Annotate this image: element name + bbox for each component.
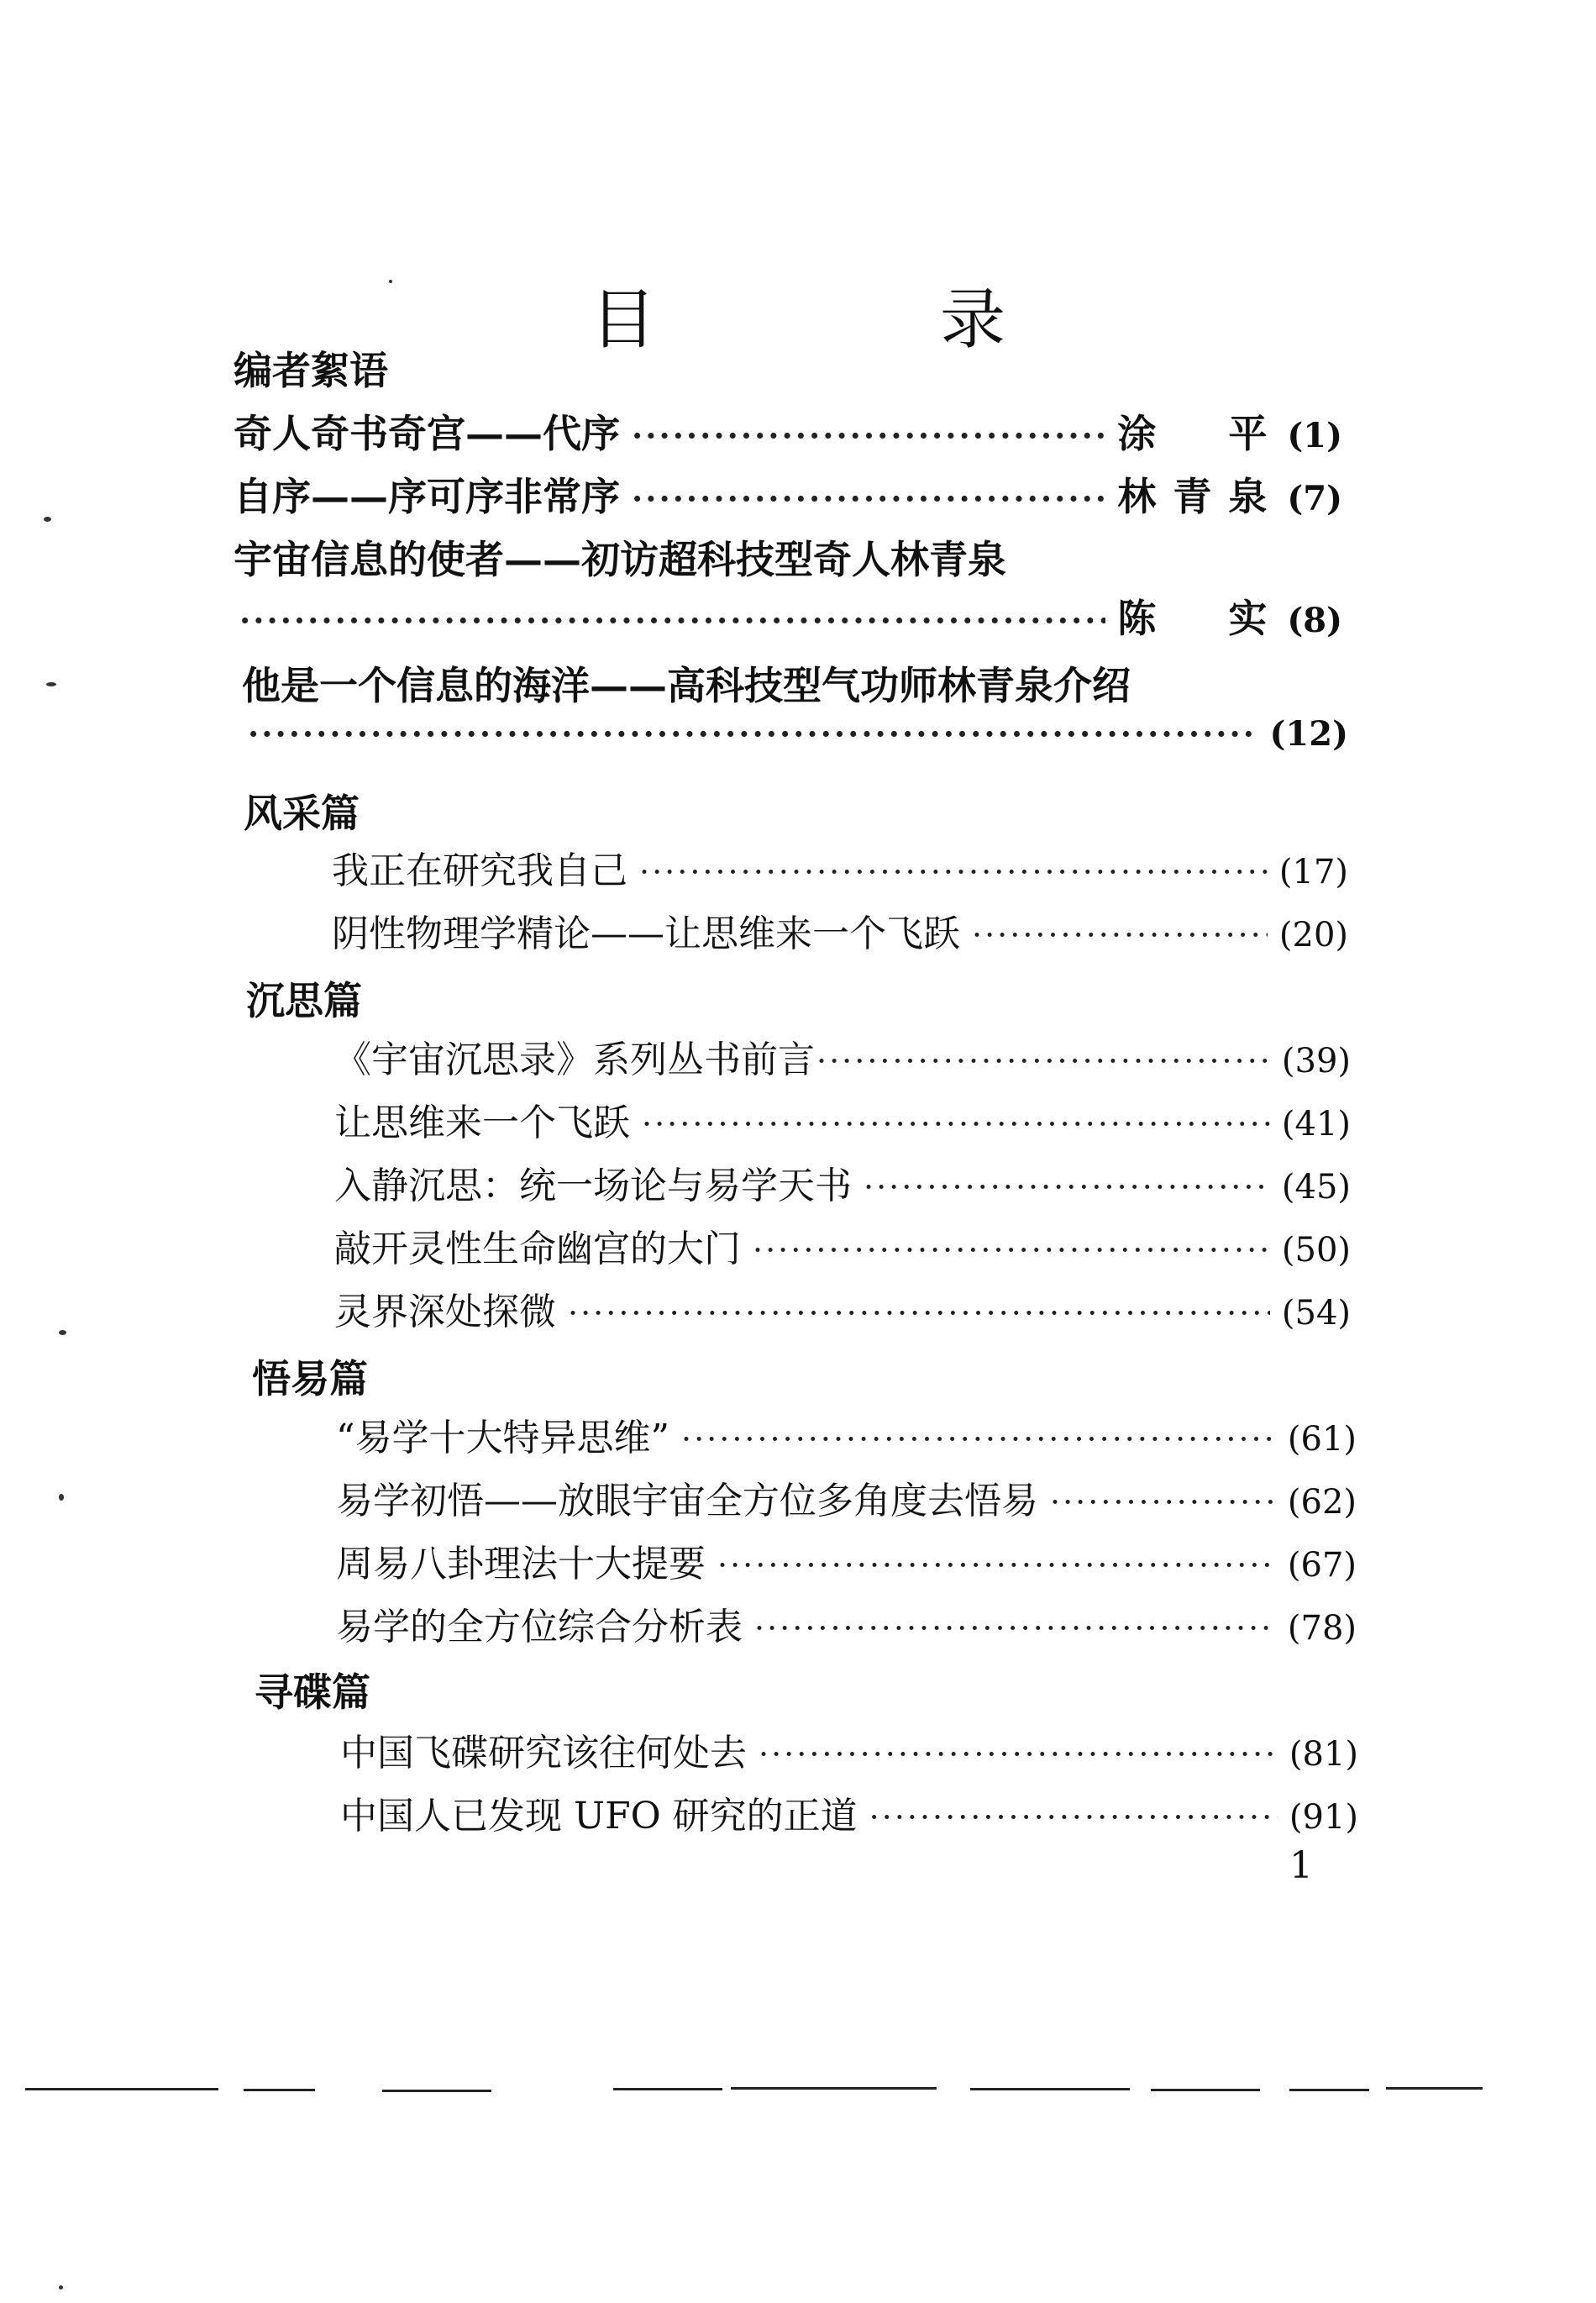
toc-entry-text: 宇宙信息的使者——初访超科技型奇人林青泉: [234, 537, 1006, 582]
toc-item-text: 《宇宙沉思录》系列丛书前言: [334, 1038, 815, 1081]
section-heading: 悟易篇: [252, 1356, 368, 1401]
scan-rule: [970, 2088, 1130, 2090]
section-heading: 寻碟篇: [255, 1669, 370, 1715]
dot-leader: [639, 854, 1268, 891]
scan-speck: [389, 280, 392, 283]
dot-leader: [717, 1547, 1276, 1584]
toc-item-page: (54): [1281, 1294, 1351, 1333]
toc-entry-messenger[interactable]: [234, 529, 1342, 588]
scan-rule: [1151, 2089, 1260, 2091]
toc-item[interactable]: [332, 840, 1348, 899]
scan-rule: [1289, 2089, 1369, 2091]
toc-item-text: 灵界深处探微: [334, 1291, 556, 1333]
page-title: 目 录: [590, 282, 1115, 358]
scan-speck: [44, 517, 51, 522]
toc-item[interactable]: [334, 1092, 1351, 1151]
dot-leader: [632, 417, 1105, 455]
toc-item[interactable]: [336, 1533, 1357, 1592]
toc-item-page: (91): [1289, 1798, 1358, 1837]
dot-leader: [248, 715, 1257, 753]
toc-item-page: (81): [1289, 1735, 1358, 1774]
dot-leader: [972, 917, 1268, 954]
scan-rule: [1386, 2087, 1483, 2090]
toc-entry-text: 自序——序可序非常序: [234, 474, 620, 519]
toc-item-page: (67): [1287, 1546, 1357, 1585]
toc-item-text: 我正在研究我自己: [332, 849, 627, 892]
toc-item[interactable]: [334, 1281, 1351, 1340]
dot-leader: [568, 1295, 1270, 1332]
scan-rule: [382, 2090, 491, 2092]
toc-item-page: (50): [1281, 1231, 1351, 1270]
toc-item-page: (41): [1281, 1105, 1351, 1144]
page-number: 1: [1289, 1844, 1313, 1887]
toc-entry-ocean-cont[interactable]: [248, 714, 1348, 773]
dot-leader: [632, 480, 1105, 518]
dot-leader: [1050, 1484, 1276, 1521]
scan-speck: [59, 1330, 66, 1335]
dot-leader: [816, 1043, 1270, 1080]
dot-leader: [864, 1169, 1270, 1206]
toc-entry-messenger-cont[interactable]: [239, 588, 1342, 647]
toc-item-text: 中国飞碟研究该往何处去: [340, 1732, 747, 1775]
toc-entry-text: 编者絮语: [234, 348, 388, 393]
toc-item[interactable]: [334, 1029, 1351, 1088]
scan-speck: [59, 1494, 64, 1501]
toc-entry-page: (1): [1287, 416, 1342, 455]
toc-entry-page: (12): [1269, 714, 1348, 754]
toc-item[interactable]: [340, 1785, 1358, 1844]
toc-item-page: (78): [1287, 1609, 1357, 1648]
toc-item-text: “易学十大特异思维”: [336, 1417, 669, 1459]
toc-item-text: 敲开灵性生命幽宫的大门: [334, 1228, 741, 1270]
toc-entry-text: 他是一个信息的海洋——高科技型气功师林青泉介绍: [242, 663, 1131, 708]
toc-entry-editors-note[interactable]: [234, 340, 1342, 399]
dot-leader: [239, 602, 1105, 639]
toc-item[interactable]: [336, 1596, 1357, 1655]
toc-item[interactable]: [340, 1722, 1358, 1781]
scan-rule: [25, 2088, 218, 2090]
toc-entry-author: 涂 平: [1117, 411, 1284, 456]
toc-item[interactable]: [336, 1407, 1357, 1466]
toc-item-page: (17): [1278, 853, 1348, 891]
toc-item-text: 中国人已发现 UFO 研究的正道: [340, 1795, 858, 1838]
scan-speck: [59, 2285, 63, 2290]
scan-rule: [244, 2089, 315, 2091]
dot-leader: [753, 1232, 1270, 1269]
toc-item-text: 易学初悟——放眼宇宙全方位多角度去悟易: [336, 1480, 1038, 1522]
toc-item-page: (39): [1281, 1042, 1351, 1081]
toc-item-text: 阴性物理学精论——让思维来一个飞跃: [332, 912, 960, 955]
scan-rule: [731, 2087, 937, 2090]
scan-speck: [46, 682, 56, 686]
section-heading: 风采篇: [244, 791, 360, 836]
toc-entry-self-preface[interactable]: [234, 466, 1342, 525]
toc-entry-preface[interactable]: [234, 403, 1342, 462]
toc-entry-text: 奇人奇书奇宫——代序: [234, 411, 620, 456]
toc-item-text: 让思维来一个飞跃: [334, 1102, 630, 1144]
dot-leader: [642, 1106, 1270, 1143]
dot-leader: [681, 1421, 1276, 1458]
toc-item-page: (20): [1278, 916, 1348, 954]
toc-item[interactable]: [332, 903, 1348, 962]
toc-item-text: 易学的全方位综合分析表: [336, 1606, 743, 1648]
toc-entry-page: (8): [1287, 601, 1342, 640]
dot-leader: [759, 1736, 1278, 1773]
toc-entry-author: 陈 实: [1117, 596, 1284, 641]
dot-leader: [869, 1799, 1278, 1836]
toc-entry-author: 林青泉: [1117, 474, 1284, 519]
scan-rule: [613, 2088, 722, 2090]
toc-item-page: (62): [1287, 1483, 1357, 1522]
toc-item-page: (61): [1287, 1420, 1357, 1459]
toc-item[interactable]: [334, 1218, 1351, 1277]
dot-leader: [754, 1610, 1276, 1647]
toc-item[interactable]: [334, 1155, 1351, 1214]
toc-item-text: 周易八卦理法十大提要: [336, 1543, 706, 1585]
toc-item[interactable]: [336, 1470, 1357, 1529]
toc-item-page: (45): [1281, 1168, 1351, 1207]
toc-item-text: 入静沉思：统一场论与易学天书: [334, 1165, 852, 1207]
section-heading: 沉思篇: [246, 978, 362, 1023]
toc-entry-page: (7): [1287, 479, 1342, 518]
toc-entry-ocean[interactable]: [242, 655, 1351, 714]
